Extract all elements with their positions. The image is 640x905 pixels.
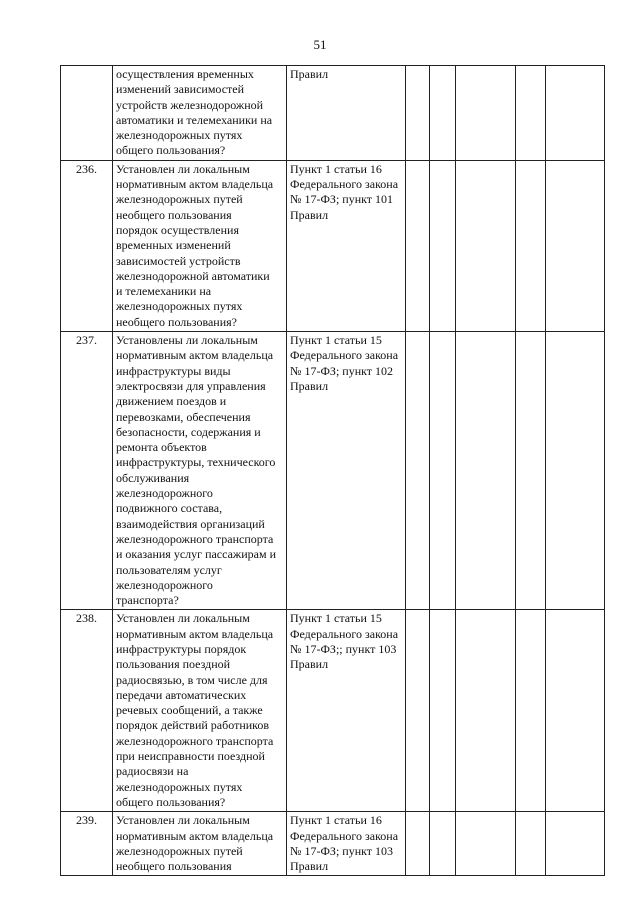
- legal-reference: Пункт 1 статьи 16 Федерального закона № 17-ФЗ; пункт 103 Правил: [287, 812, 406, 876]
- legal-reference: Пункт 1 статьи 15 Федерального закона № 17-ФЗ; пункт 102 Правил: [287, 332, 406, 610]
- comment-cell: [546, 66, 605, 161]
- comment-cell: [546, 812, 605, 876]
- comment-cell: [546, 610, 605, 812]
- answer-yes-cell: [406, 610, 430, 812]
- answer-no-cell: [430, 160, 456, 331]
- row-number: 238.: [61, 610, 113, 812]
- row-number: 236.: [61, 160, 113, 331]
- not-applicable-cell: [456, 66, 516, 161]
- not-applicable-cell: [456, 812, 516, 876]
- mark-cell: [516, 66, 546, 161]
- answer-no-cell: [430, 610, 456, 812]
- mark-cell: [516, 332, 546, 610]
- legal-reference: Пункт 1 статьи 16 Федерального закона № 17-ФЗ; пункт 101 Правил: [287, 160, 406, 331]
- not-applicable-cell: [456, 610, 516, 812]
- answer-yes-cell: [406, 66, 430, 161]
- mark-cell: [516, 812, 546, 876]
- answer-yes-cell: [406, 332, 430, 610]
- legal-reference: Пункт 1 статьи 15 Федерального закона № 17-ФЗ;; пункт 103 Правил: [287, 610, 406, 812]
- comment-cell: [546, 332, 605, 610]
- table-row: [61, 332, 605, 610]
- answer-yes-cell: [406, 160, 430, 331]
- table-row: [61, 66, 605, 161]
- mark-cell: [516, 610, 546, 812]
- legal-reference: Правил: [287, 66, 406, 161]
- not-applicable-cell: [456, 332, 516, 610]
- not-applicable-cell: [456, 160, 516, 331]
- question-text: Установлены ли локальным нормативным актом владельца инфраструктуры виды электросвязи для управления движением поездов и перевозками, обеспечения безопасности, содержания и ремонта объектов инфраструктуры, технического обслуживания железнодорожного подвижного состава, взаимодействия организаций железнодорожного транспорта и оказания услуг пассажирам и пользователям услуг железнодорожного транспорта?: [113, 332, 287, 610]
- answer-no-cell: [430, 332, 456, 610]
- comment-cell: [546, 160, 605, 331]
- mark-cell: [516, 160, 546, 331]
- question-text: осуществления временных изменений зависимостей устройств железнодорожной автоматики и телемеханики на железнодорожных путях общего пользования?: [113, 66, 287, 161]
- table-row: [61, 610, 605, 812]
- checklist-table: [60, 65, 605, 876]
- table-row: [61, 160, 605, 331]
- question-text: Установлен ли локальным нормативным актом владельца инфраструктуры порядок пользования поездной радиосвязью, в том числе для передачи автоматических речевых сообщений, а также порядок действий работников железнодорожного транспорта при неисправности поездной радиосвязи на железнодорожных путях общего пользования?: [113, 610, 287, 812]
- page-number: 51: [313, 37, 327, 52]
- answer-no-cell: [430, 812, 456, 876]
- table-row: [61, 812, 605, 876]
- answer-no-cell: [430, 66, 456, 161]
- row-number: 239.: [61, 812, 113, 876]
- question-text: Установлен ли локальным нормативным актом владельца железнодорожных путей необщего пользования порядок осуществления временных изменений зависимостей устройств железнодорожной автоматики и телемеханики на железнодорожных путях необщего пользования?: [113, 160, 287, 331]
- question-text: Установлен ли локальным нормативным актом владельца железнодорожных путей необщего пользования: [113, 812, 287, 876]
- row-number: [61, 66, 113, 161]
- answer-yes-cell: [406, 812, 430, 876]
- row-number: 237.: [61, 332, 113, 610]
